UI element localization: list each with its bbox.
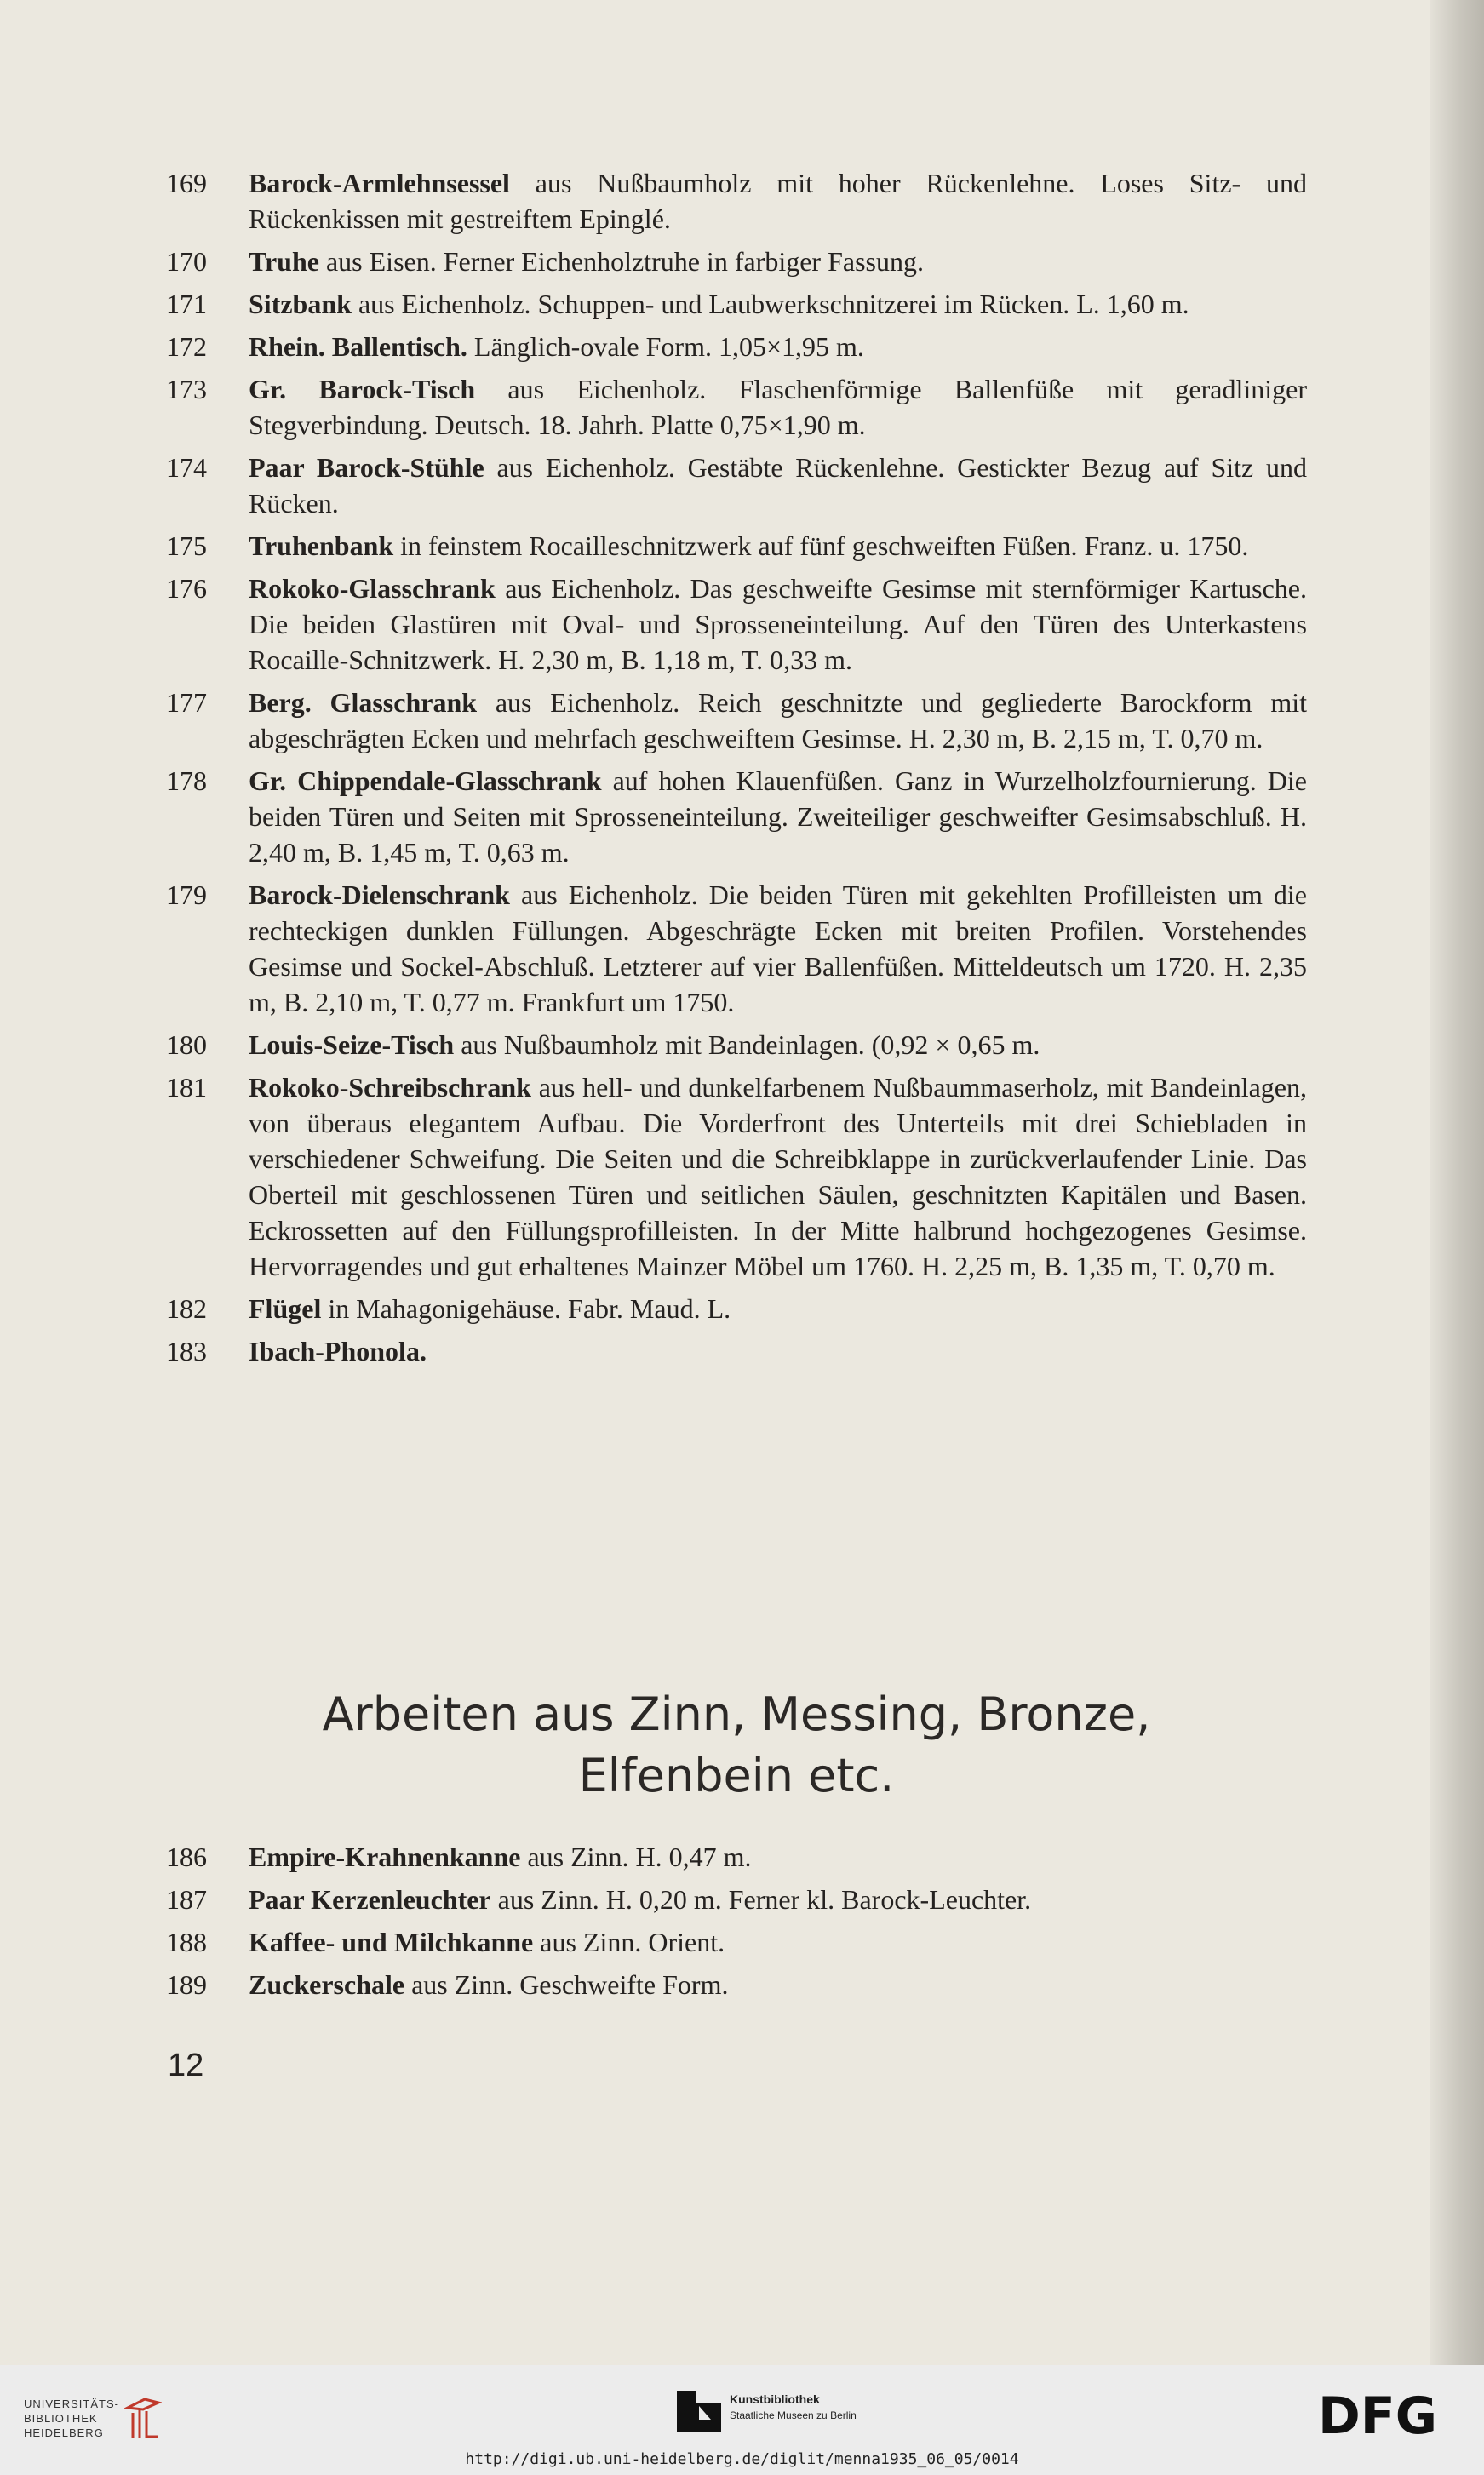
entry-title: Empire-Krahnenkanne xyxy=(249,1842,521,1872)
university-emblem-icon xyxy=(124,2394,162,2442)
section-heading-line: Arbeiten aus Zinn, Messing, Bronze, xyxy=(322,1687,1151,1741)
entry-number: 176 xyxy=(166,573,207,604)
entry-number: 177 xyxy=(166,687,207,718)
entry-number: 175 xyxy=(166,530,207,561)
entry-description: aus Eichenholz. Das geschweifte Gesimse mit sternförmiger Kartusche. Die beiden Glastüren mit Oval- und Sprosseneinteilung. Auf den Türen des Unterkastens Rocaille-Schnitzwerk. H. 2,30 m, B. 1,18 m, T. 0,33 m. xyxy=(249,573,1307,675)
catalog-entry xyxy=(166,1333,1307,1369)
catalog-list xyxy=(166,1839,1307,2009)
catalog-list xyxy=(166,165,1307,1376)
entry-title: Zuckerschale xyxy=(249,1969,405,2000)
catalog-entry xyxy=(166,1882,1307,1917)
catalog-entry xyxy=(166,1967,1307,2002)
entry-description: aus Eichenholz. Schuppen- und Laubwerkschnitzerei im Rücken. L. 1,60 m. xyxy=(351,289,1189,319)
kunstbibliothek-subtitle: Staatliche Museen zu Berlin xyxy=(730,2409,857,2421)
page-edge-shadow xyxy=(1430,0,1484,2365)
catalog-entry xyxy=(166,243,1307,279)
entry-description: aus Zinn. Geschweifte Form. xyxy=(404,1969,729,2000)
page-number: 12 xyxy=(168,2048,204,2083)
kunstbibliothek-title: Kunstbibliothek xyxy=(730,2392,820,2406)
entry-description: aus Eichenholz. Flaschenförmige Ballenfüße mit geradliniger Stegverbindung. Deutsch. 18. Jahrh. Platte 0,75×1,90 m. xyxy=(249,374,1308,440)
entry-description: auf hohen Klauenfüßen. Ganz in Wurzelholzfournierung. Die beiden Türen und Seiten mit Sprosseneinteilung. Zweiteiliger geschweifter Gesimsabschluß. H. 2,40 m, B. 1,45 m, T. 0,63 m. xyxy=(249,765,1308,868)
catalog-entry xyxy=(166,1069,1307,1284)
page-url[interactable]: http://digi.ub.uni-heidelberg.de/diglit/menna1935_06_05/0014 xyxy=(465,2450,1019,2468)
entry-number: 173 xyxy=(166,374,207,404)
entry-number: 169 xyxy=(166,168,207,198)
section-heading xyxy=(166,1684,1307,1807)
entry-description: aus Eichenholz. Reich geschnitzte und gegliederte Barockform mit abgeschrägten Ecken und mehrfach geschweiftem Gesimse. H. 2,30 m, B. 2,15 m, T. 0,70 m. xyxy=(249,687,1307,753)
catalog-entry xyxy=(166,1291,1307,1326)
kunstbibliothek-emblem-icon xyxy=(677,2391,721,2432)
catalog-entry xyxy=(166,877,1307,1020)
entry-title: Paar Kerzenleuchter xyxy=(249,1884,491,1915)
entry-title: Sitzbank xyxy=(249,289,352,319)
entry-number: 170 xyxy=(166,246,207,277)
entry-title: Rhein. Ballentisch. xyxy=(249,331,467,362)
entry-title: Rokoko-Schreibschrank xyxy=(249,1072,531,1103)
entry-title: Ibach-Phonola. xyxy=(249,1336,427,1366)
entry-title: Barock-Armlehnsessel xyxy=(249,168,510,198)
entry-number: 187 xyxy=(166,1884,207,1915)
entry-title: Berg. Glasschrank xyxy=(249,687,478,718)
entry-title: Louis-Seize-Tisch xyxy=(249,1029,455,1060)
catalog-entry xyxy=(166,450,1307,521)
catalog-entry xyxy=(166,1924,1307,1960)
university-library-logo[interactable] xyxy=(24,2394,162,2442)
kunstbibliothek-name xyxy=(730,2391,857,2423)
entry-number: 183 xyxy=(166,1336,207,1366)
entry-title: Truhenbank xyxy=(249,530,394,561)
entry-number: 180 xyxy=(166,1029,207,1060)
entry-description: aus Nußbaumholz mit Bandeinlagen. (0,92 × 0,65 m. xyxy=(454,1029,1040,1060)
logo-text-line: UNIVERSITÄTS- xyxy=(24,2397,119,2410)
catalog-entry xyxy=(166,528,1307,564)
entry-description: in feinstem Rocailleschnitzwerk auf fünf geschweiften Füßen. Franz. u. 1750. xyxy=(393,530,1249,561)
entry-number: 179 xyxy=(166,879,207,910)
kunstbibliothek-logo[interactable] xyxy=(677,2391,857,2432)
university-library-name xyxy=(24,2397,119,2440)
catalog-entry xyxy=(166,1839,1307,1875)
entry-description: aus Eichenholz. Gestäbte Rückenlehne. Gestickter Bezug auf Sitz und Rücken. xyxy=(249,452,1308,518)
entry-description: aus Zinn. H. 0,20 m. Ferner kl. Barock-Leuchter. xyxy=(490,1884,1032,1915)
entry-number: 178 xyxy=(166,765,207,796)
entry-title: Kaffee- und Milchkanne xyxy=(249,1927,534,1957)
entry-number: 188 xyxy=(166,1927,207,1957)
catalog-entry xyxy=(166,570,1307,678)
dfg-logo[interactable] xyxy=(1318,2389,1463,2440)
catalog-entry xyxy=(166,165,1307,237)
entry-description: aus Zinn. Orient. xyxy=(533,1927,725,1957)
viewer-footer xyxy=(0,2365,1484,2475)
entry-title: Barock-Dielenschrank xyxy=(249,879,510,910)
dfg-logo-text: DFG xyxy=(1318,2389,1438,2440)
entry-title: Paar Barock-Stühle xyxy=(249,452,484,483)
entry-description: aus Eichenholz. Die beiden Türen mit gekehlten Profilleisten um die rechteckigen dunklen Füllungen. Abgeschrägte Ecken mit breiten Profilen. Vorstehendes Gesimse und Sockel-Abschluß. Letzterer auf vier Ballenfüßen. Mitteldeutsch um 1720. H. 2,35 m, B. 2,10 m, T. 0,77 m. Frankfurt um 1750. xyxy=(249,879,1307,1017)
section-heading-line: Elfenbein etc. xyxy=(578,1749,895,1802)
entry-number: 181 xyxy=(166,1072,207,1103)
entry-title: Flügel xyxy=(249,1293,322,1324)
entry-description: Länglich-ovale Form. 1,05×1,95 m. xyxy=(467,331,864,362)
logo-text-line: BIBLIOTHEK xyxy=(24,2411,98,2425)
logo-text-line: HEIDELBERG xyxy=(24,2426,104,2439)
entry-title: Rokoko-Glasschrank xyxy=(249,573,496,604)
entry-number: 186 xyxy=(166,1842,207,1872)
catalog-entry xyxy=(166,685,1307,756)
entry-title: Gr. Barock-Tisch xyxy=(249,374,476,404)
entry-description: in Mahagonigehäuse. Fabr. Maud. L. xyxy=(321,1293,731,1324)
catalog-entry xyxy=(166,763,1307,870)
entry-number: 174 xyxy=(166,452,207,483)
entry-number: 182 xyxy=(166,1293,207,1324)
entry-description: aus Zinn. H. 0,47 m. xyxy=(520,1842,752,1872)
entry-description: aus Eisen. Ferner Eichenholztruhe in farbiger Fassung. xyxy=(318,246,924,277)
entry-description: aus hell- und dunkelfarbenem Nußbaummaserholz, mit Bandeinlagen, von überaus elegantem Aufbau. Die Vorderfront des Unterteils mit drei Schiebladen in verschiedener Schweifung. Die Seiten und die Schreibklappe in zurückverlaufender Linie. Das Oberteil mit geschlossenen Türen und seitlichen Säulen, geschnitzten Kapitälen und Basen. Eckrossetten auf den Füllungsprofilleisten. In der Mitte halbrund hochgezogenes Gesimse. Hervorragendes und gut erhaltenes Mainzer Möbel um 1760. H. 2,25 m, B. 1,35 m, T. 0,70 m. xyxy=(249,1072,1307,1281)
catalog-entry xyxy=(166,371,1307,443)
catalog-entry xyxy=(166,1027,1307,1063)
entry-number: 172 xyxy=(166,331,207,362)
catalog-entry xyxy=(166,286,1307,322)
entry-number: 171 xyxy=(166,289,207,319)
entry-title: Gr. Chippendale-Glasschrank xyxy=(249,765,602,796)
entry-number: 189 xyxy=(166,1969,207,2000)
entry-title: Truhe xyxy=(249,246,319,277)
catalog-entry xyxy=(166,329,1307,364)
entry-description: aus Nußbaumholz mit hoher Rückenlehne. Loses Sitz- und Rückenkissen mit gestreiftem Epinglé. xyxy=(249,168,1307,234)
